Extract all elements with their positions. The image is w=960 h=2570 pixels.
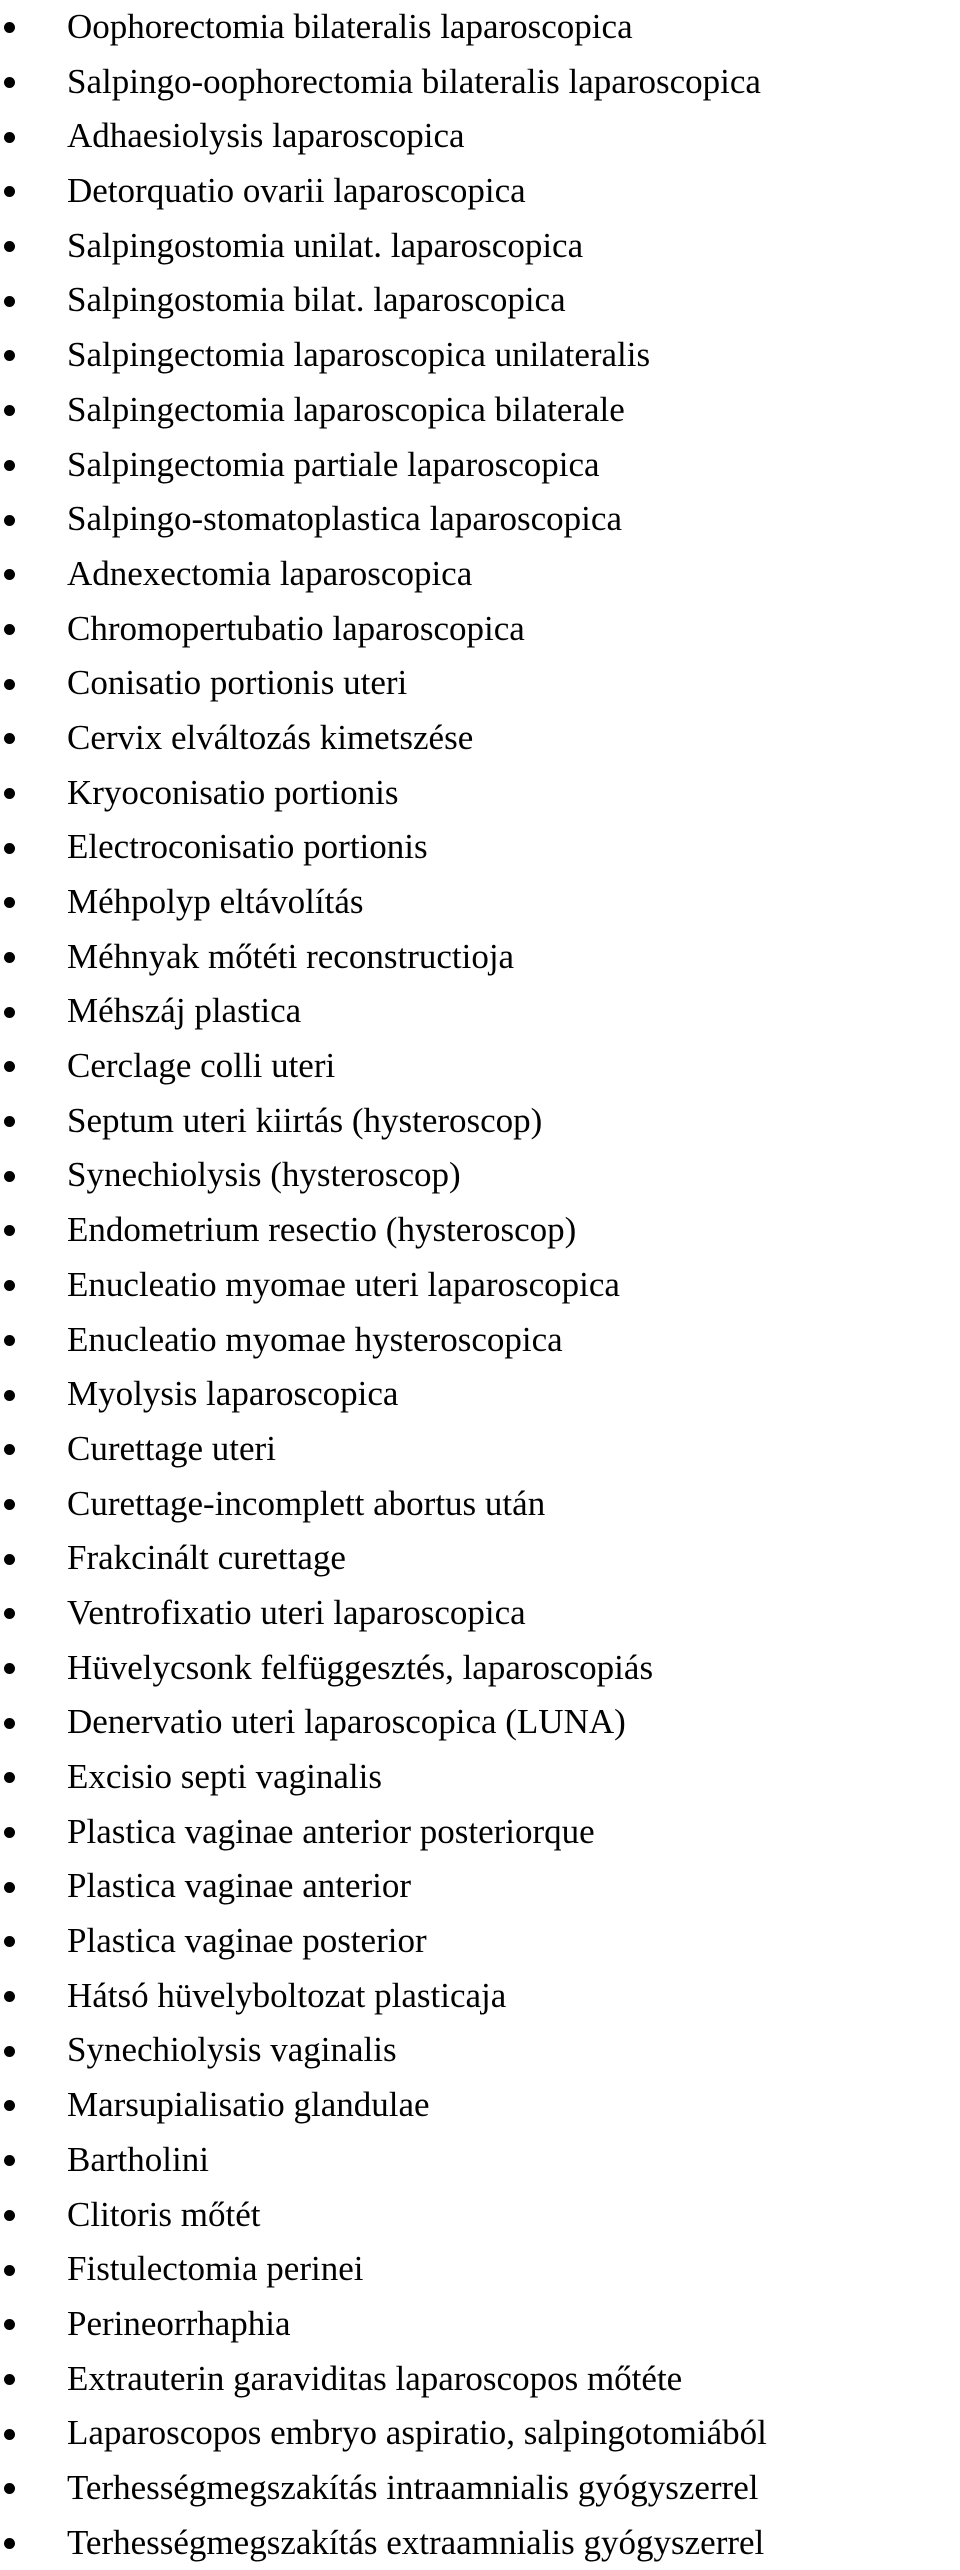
list-item <box>0 2352 960 2407</box>
bullet-icon <box>4 1718 15 1729</box>
bullet-icon <box>4 788 15 799</box>
list-item-label: Oophorectomia bilateralis laparoscopica <box>67 7 633 46</box>
list-item <box>0 1039 960 1094</box>
list-item <box>0 0 960 55</box>
bullet-icon <box>4 2429 15 2440</box>
bullet-icon <box>4 1390 15 1401</box>
bullet-icon <box>4 460 15 471</box>
list-item <box>0 55 960 110</box>
list-item-label: Salpingostomia bilat. laparoscopica <box>67 280 566 320</box>
list-item <box>0 1695 960 1750</box>
list-item <box>0 2406 960 2461</box>
bullet-icon <box>4 1499 15 1510</box>
list-item <box>0 1367 960 1422</box>
bullet-icon <box>4 679 15 690</box>
list-item-label: Salpingo-oophorectomia bilateralis laparoscopica <box>67 61 761 101</box>
list-item-label: Laparoscopos embryo aspiratio, salpingotomiából <box>67 2413 767 2453</box>
list-item <box>0 2461 960 2516</box>
list-item <box>0 2297 960 2352</box>
list-item-label: Terhességmegszakítás extraamnialis gyógyszerrel <box>67 2522 765 2562</box>
list-item <box>0 2242 960 2297</box>
bullet-icon <box>4 2155 15 2166</box>
bullet-icon <box>4 952 15 963</box>
list-item <box>0 1586 960 1641</box>
list-item-label: Salpingo-stomatoplastica laparoscopica <box>67 499 622 539</box>
list-item-label: Méhpolyp eltávolítás <box>67 882 364 921</box>
list-item <box>0 766 960 821</box>
list-item <box>0 1914 960 1969</box>
bullet-icon <box>4 405 15 416</box>
bullet-icon <box>4 515 15 526</box>
list-item <box>0 547 960 602</box>
bullet-icon <box>4 241 15 252</box>
bullet-icon <box>4 569 15 580</box>
list-item <box>0 2133 960 2188</box>
bullet-icon <box>4 2046 15 2057</box>
bullet-icon <box>4 1061 15 1072</box>
list-item-label: Kryoconisatio portionis <box>67 772 399 812</box>
bullet-icon <box>4 843 15 854</box>
list-item-label: Plastica vaginae posterior <box>67 1921 427 1961</box>
list-item-label: Adnexectomia laparoscopica <box>67 553 473 593</box>
list-item-label: Méhszáj plastica <box>67 991 302 1031</box>
list-item <box>0 164 960 219</box>
bullet-icon <box>4 186 15 197</box>
bullet-icon <box>4 1444 15 1455</box>
bullet-icon <box>4 2319 15 2330</box>
list-item-label: Enucleatio myomae hysteroscopica <box>67 1319 563 1359</box>
list-item <box>0 2023 960 2078</box>
list-item <box>0 1531 960 1586</box>
list-item-label: Ventrofixatio uteri laparoscopica <box>67 1592 526 1632</box>
list-item-label: Salpingostomia unilat. laparoscopica <box>67 225 584 265</box>
list-item-label: Denervatio uteri laparoscopica (LUNA) <box>67 1702 626 1742</box>
bullet-icon <box>4 2265 15 2276</box>
list-item <box>0 1641 960 1696</box>
list-item-label: Hüvelycsonk felfüggesztés, laparoscopiás <box>67 1647 654 1687</box>
list-item <box>0 1969 960 2024</box>
list-item <box>0 1477 960 1532</box>
list-item <box>0 492 960 547</box>
list-item-label: Synechiolysis (hysteroscop) <box>67 1155 461 1195</box>
bullet-icon <box>4 1280 15 1291</box>
list-item-label: Perineorrhaphia <box>67 2303 291 2343</box>
bullet-icon <box>4 132 15 143</box>
bullet-icon <box>4 1772 15 1783</box>
list-item-label: Plastica vaginae anterior <box>67 1866 412 1906</box>
list-item-label: Myolysis laparoscopica <box>67 1374 399 1414</box>
list-item <box>0 1148 960 1203</box>
list-item-label: Salpingectomia laparoscopica unilateralis <box>67 335 651 375</box>
list-item-label: Cervix elváltozás kimetszése <box>67 717 474 757</box>
bullet-icon <box>4 733 15 744</box>
bullet-icon <box>4 1116 15 1127</box>
list-item <box>0 438 960 493</box>
bullet-icon <box>4 1007 15 1018</box>
list-item <box>0 820 960 875</box>
list-item <box>0 1203 960 1258</box>
list-item-label: Enucleatio myomae uteri laparoscopica <box>67 1264 620 1304</box>
list-item <box>0 1313 960 1368</box>
list-item <box>0 2078 960 2133</box>
list-item-label: Clitoris mőtét <box>67 2194 261 2234</box>
list-item <box>0 1859 960 1914</box>
list-item <box>0 273 960 328</box>
bullet-icon <box>4 1225 15 1236</box>
list-item-label: Curettage-incomplett abortus után <box>67 1483 546 1523</box>
list-item <box>0 984 960 1039</box>
list-item-label: Detorquatio ovarii laparoscopica <box>67 171 526 211</box>
list-item-label: Curettage uteri <box>67 1428 276 1468</box>
list-item-label: Méhnyak mőtéti reconstructioja <box>67 936 515 976</box>
bullet-icon <box>4 77 15 88</box>
list-item <box>0 930 960 985</box>
list-item-label: Salpingectomia laparoscopica bilaterale <box>67 389 625 429</box>
bullet-icon <box>4 624 15 635</box>
list-item <box>0 109 960 164</box>
bullet-icon <box>4 1827 15 1838</box>
list-item-label: Salpingectomia partiale laparoscopica <box>67 444 600 484</box>
bullet-icon <box>4 2100 15 2111</box>
list-item <box>0 2516 960 2570</box>
bullet-icon <box>4 2483 15 2494</box>
bullet-icon <box>4 2538 15 2549</box>
list-item <box>0 1805 960 1860</box>
list-item-label: Frakcinált curettage <box>67 1538 346 1578</box>
list-item <box>0 1750 960 1805</box>
bullet-icon <box>4 897 15 908</box>
list-item-label: Septum uteri kiirtás (hysteroscop) <box>67 1100 543 1140</box>
list-item-label: Adhaesiolysis laparoscopica <box>67 116 465 156</box>
bullet-icon <box>4 1991 15 2002</box>
list-item-label: Terhességmegszakítás intraamnialis gyógyszerrel <box>67 2467 759 2507</box>
list-item-label: Electroconisatio portionis <box>67 827 428 867</box>
list-item-label: Excisio septi vaginalis <box>67 1757 382 1796</box>
bullet-icon <box>4 1663 15 1674</box>
list-item-label: Extrauterin garaviditas laparoscopos mőtéte <box>67 2358 683 2398</box>
list-item-label: Fistulectomia perinei <box>67 2249 364 2289</box>
list-item <box>0 2188 960 2243</box>
list-item <box>0 383 960 438</box>
list-item-label: Hátsó hüvelyboltozat plasticaja <box>67 1975 507 2015</box>
bullet-icon <box>4 1882 15 1893</box>
bullet-icon <box>4 350 15 361</box>
bullet-icon <box>4 1936 15 1947</box>
list-item <box>0 602 960 657</box>
list-item-label: Synechiolysis vaginalis <box>67 2030 397 2070</box>
list-item <box>0 328 960 383</box>
bullet-icon <box>4 296 15 307</box>
list-item-label: Chromopertubatio laparoscopica <box>67 608 525 648</box>
bullet-icon <box>4 1608 15 1619</box>
list-item <box>0 219 960 274</box>
list-item <box>0 1258 960 1313</box>
list-item <box>0 656 960 711</box>
list-item-label: Bartholini <box>67 2139 209 2179</box>
bullet-icon <box>4 1335 15 1346</box>
list-item <box>0 1094 960 1149</box>
list-item-label: Endometrium resectio (hysteroscop) <box>67 1210 577 1250</box>
bullet-icon <box>4 1171 15 1182</box>
list-item-label: Marsupialisatio glandulae <box>67 2085 430 2125</box>
bullet-icon <box>4 2210 15 2221</box>
list-item <box>0 875 960 930</box>
list-item <box>0 711 960 766</box>
bullet-icon <box>4 22 15 33</box>
list-item <box>0 1422 960 1477</box>
list-item-label: Cerclage colli uteri <box>67 1046 336 1086</box>
list-item-label: Conisatio portionis uteri <box>67 663 408 703</box>
list-item-label: Plastica vaginae anterior posteriorque <box>67 1811 595 1851</box>
bullet-icon <box>4 1554 15 1565</box>
bullet-icon <box>4 2374 15 2385</box>
